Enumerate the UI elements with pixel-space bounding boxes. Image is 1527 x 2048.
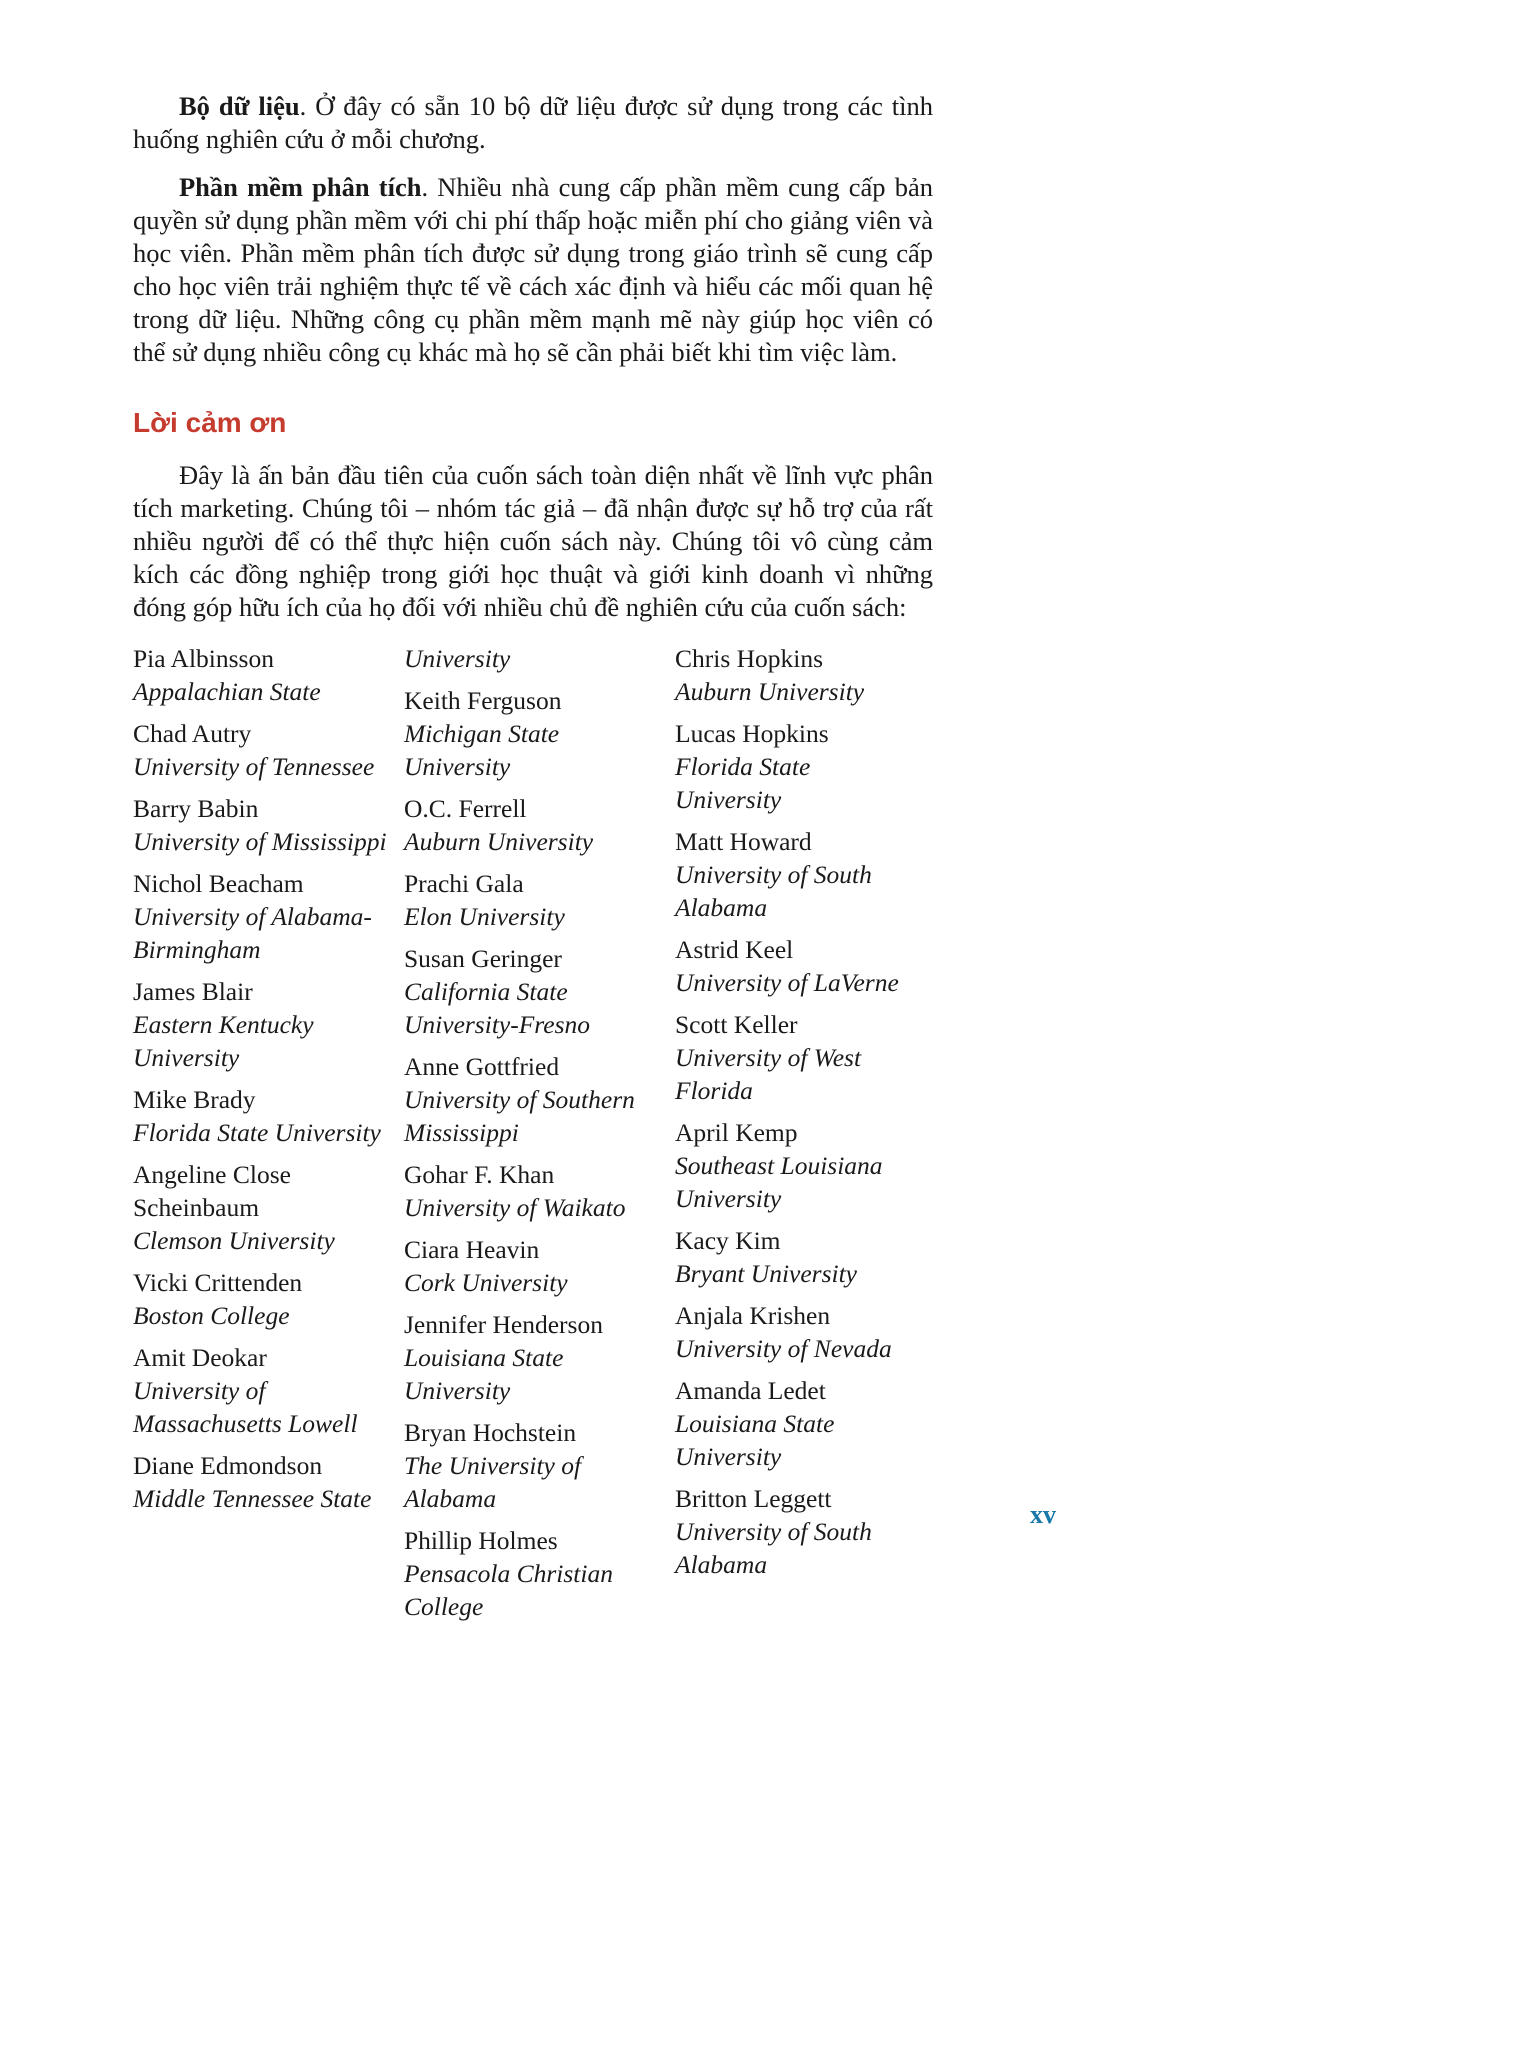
contributor-name: Astrid Keel (675, 935, 794, 964)
page-content (133, 90, 933, 1632)
contributor-entry (133, 1266, 404, 1332)
contributor-name: Keith Ferguson (404, 686, 562, 715)
contributor-entry (133, 867, 404, 966)
contributor-affiliation: Bryant University (675, 1259, 857, 1288)
contributor-entry (675, 642, 933, 708)
contributor-affiliation: Elon University (404, 902, 565, 931)
contributor-entry (404, 1050, 675, 1149)
contributor-affiliation: The University of Alabama (404, 1451, 582, 1513)
paragraph-datasets (133, 90, 933, 156)
acknowledgments-paragraph: Đây là ấn bản đầu tiên của cuốn sách toàn diện nhất về lĩnh vực phân tích marketing. Chúng tôi – nhóm tác giả – đã nhận được sự hỗ trợ của rất nhiều người để có thể thực hiện cuốn sách này. Chúng tôi vô cùng cảm kích các đồng nghiệp trong giới học thuật và giới kinh doanh vì những đóng góp hữu ích của họ đối với nhiều chủ đề nghiên cứu của cuốn sách: (133, 460, 933, 622)
contributor-entry (404, 942, 675, 1041)
contributor-name: Anjala Krishen (675, 1301, 831, 1330)
contributor-name: Diane Edmondson (133, 1451, 323, 1480)
contributor-entry (133, 975, 404, 1074)
contributor-entry (133, 717, 404, 783)
contributor-affiliation: University of Nevada (675, 1334, 892, 1363)
paragraph-software (133, 171, 933, 369)
contributor-name: Nichol Beacham (133, 869, 304, 898)
contributor-affiliation: University of South Alabama (675, 860, 872, 922)
contributor-name: James Blair (133, 977, 253, 1006)
contributor-entry (404, 1158, 675, 1224)
acknowledgments-heading: Lời cảm ơn (133, 407, 287, 438)
contributor-affiliation: Middle Tennessee State (133, 1484, 372, 1513)
contributor-affiliation: Appalachian State (133, 677, 321, 706)
contributor-name: Pia Albinsson (133, 644, 274, 673)
contributor-entry (404, 1524, 675, 1623)
contributor-affiliation: Auburn University (404, 827, 594, 856)
contributors-columns (133, 642, 933, 1632)
contributor-name: Phillip Holmes (404, 1526, 558, 1555)
contributor-entry (404, 642, 675, 675)
contributor-entry (675, 1224, 933, 1290)
contributor-entry (675, 1374, 933, 1473)
contributor-affiliation: Florida State University (675, 752, 811, 814)
contributor-affiliation: Auburn University (675, 677, 865, 706)
contributor-name: Ciara Heavin (404, 1235, 540, 1264)
contributor-entry (404, 1233, 675, 1299)
contributor-name: Amanda Ledet (675, 1376, 826, 1405)
contributor-name: Kacy Kim (675, 1226, 781, 1255)
contributor-affiliation: University of Waikato (404, 1193, 626, 1222)
contributors-column-3 (675, 642, 933, 1632)
contributor-entry (675, 717, 933, 816)
contributor-name: Vicki Crittenden (133, 1268, 303, 1297)
software-lead: Phần mềm phân tích (179, 172, 422, 202)
contributor-entry (404, 867, 675, 933)
contributor-name: Mike Brady (133, 1085, 256, 1114)
contributor-affiliation: University of Mississippi (133, 827, 387, 856)
contributor-affiliation: Pensacola Christian College (404, 1559, 613, 1621)
contributor-affiliation: University of South Alabama (675, 1517, 872, 1579)
contributor-affiliation: University of Southern Mississippi (404, 1085, 635, 1147)
contributor-name: Matt Howard (675, 827, 812, 856)
contributor-name: Bryan Hochstein (404, 1418, 577, 1447)
contributor-affiliation: Michigan State University (404, 719, 560, 781)
contributor-affiliation: Southeast Louisiana University (675, 1151, 883, 1213)
contributor-affiliation: University of Tennessee (133, 752, 375, 781)
contributor-entry (404, 1416, 675, 1515)
contributor-entry (675, 1482, 933, 1581)
contributor-name: Amit Deokar (133, 1343, 267, 1372)
contributor-name: Chris Hopkins (675, 644, 824, 673)
contributor-affiliation: Eastern Kentucky University (133, 1010, 314, 1072)
contributors-column-1 (133, 642, 404, 1632)
contributor-name: Scott Keller (675, 1010, 798, 1039)
contributor-affiliation: University of West Florida (675, 1043, 862, 1105)
contributor-entry (133, 792, 404, 858)
contributor-entry (133, 1449, 404, 1515)
contributor-entry (133, 1083, 404, 1149)
contributor-entry (404, 684, 675, 783)
contributor-affiliation: Boston College (133, 1301, 290, 1330)
contributor-name: Jennifer Henderson (404, 1310, 603, 1339)
contributor-affiliation: California State University-Fresno (404, 977, 591, 1039)
contributor-entry (133, 1341, 404, 1440)
contributor-name: Susan Geringer (404, 944, 562, 973)
contributor-entry (675, 1116, 933, 1215)
contributor-affiliation: Clemson University (133, 1226, 335, 1255)
page-number: xv (1030, 1500, 1056, 1529)
contributor-affiliation: University of Massachusetts Lowell (133, 1376, 358, 1438)
contributor-name: Britton Leggett (675, 1484, 832, 1513)
contributor-affiliation: University of LaVerne (675, 968, 899, 997)
contributor-entry (133, 642, 404, 708)
contributor-name: Anne Gottfried (404, 1052, 560, 1081)
contributor-entry (404, 792, 675, 858)
contributor-entry (133, 1158, 404, 1257)
contributor-affiliation: Cork University (404, 1268, 568, 1297)
contributor-name: Angeline Close Scheinbaum (133, 1160, 291, 1222)
contributor-affiliation: Louisiana State University (404, 1343, 564, 1405)
contributor-entry (675, 1008, 933, 1107)
contributors-column-2 (404, 642, 675, 1632)
datasets-text: . Ở đây có sẵn 10 bộ dữ liệu được sử dụng trong các tình huống nghiên cứu ở mỗi chương. (133, 91, 933, 154)
contributor-name: Gohar F. Khan (404, 1160, 555, 1189)
contributor-name: Barry Babin (133, 794, 259, 823)
contributor-name: Prachi Gala (404, 869, 524, 898)
contributor-entry (404, 1308, 675, 1407)
contributor-name: April Kemp (675, 1118, 798, 1147)
software-text: . Nhiều nhà cung cấp phần mềm cung cấp bản quyền sử dụng phần mềm với chi phí thấp hoặc miễn phí cho giảng viên và học viên. Phần mềm phân tích được sử dụng trong giáo trình sẽ cung cấp cho học viên trải nghiệm thực tế về cách xác định và hiểu các mối quan hệ trong dữ liệu. Những công cụ phần mềm mạnh mẽ này giúp học viên có thể sử dụng nhiều công cụ khác mà họ sẽ cần phải biết khi tìm việc làm. (133, 172, 933, 367)
contributor-affiliation: Florida State University (133, 1118, 381, 1147)
contributor-affiliation: University of Alabama-Birmingham (133, 902, 372, 964)
contributor-name: Chad Autry (133, 719, 252, 748)
contributor-affiliation: University (404, 644, 511, 673)
contributor-affiliation: Louisiana State University (675, 1409, 835, 1471)
contributor-entry (675, 1299, 933, 1365)
contributor-entry (675, 933, 933, 999)
contributor-entry (675, 825, 933, 924)
contributor-name: O.C. Ferrell (404, 794, 527, 823)
datasets-lead: Bộ dữ liệu (179, 91, 300, 121)
contributor-name: Lucas Hopkins (675, 719, 829, 748)
